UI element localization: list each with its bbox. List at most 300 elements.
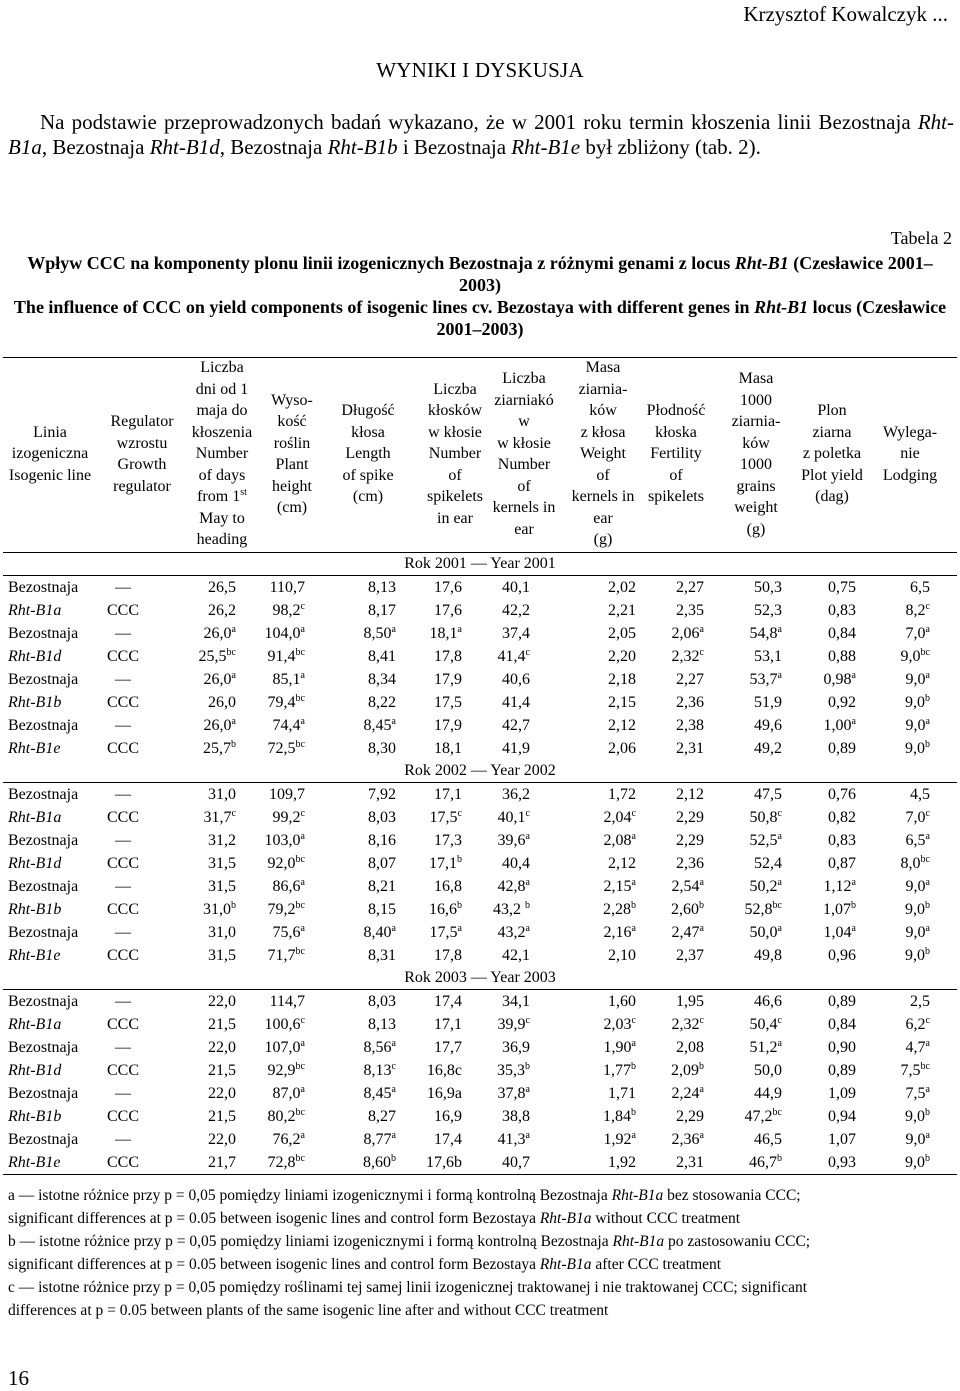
- table-cell: 26,5: [208, 579, 236, 596]
- table-cell: 9,0$^b$: [905, 900, 930, 918]
- table-cell: 75,6$^a$: [272, 923, 305, 941]
- table-cell: Rht-B1d: [8, 855, 62, 872]
- table-cell: 26,2: [208, 602, 236, 619]
- table-cell: 0,82: [828, 809, 856, 826]
- table-cell: 74,4$^a$: [272, 716, 305, 734]
- table-cell: Rht-B1b: [8, 1108, 62, 1125]
- table-cell: 8,07: [368, 855, 396, 872]
- table-cell: 42,2: [502, 602, 530, 619]
- table-row: [3, 1059, 957, 1082]
- table-row: [3, 1013, 957, 1036]
- column-header-10: Masa 1000 ziarnia- ków 1000 grains weight (g): [731, 370, 781, 538]
- table-cell: 6,5$^a$: [905, 831, 930, 849]
- table-cell: 17,8: [434, 947, 462, 964]
- table-row: [3, 921, 957, 944]
- table-cell: 25,7$^b$: [203, 739, 236, 757]
- table-cell: CCC: [106, 947, 139, 964]
- table-row: [3, 737, 957, 760]
- table-cell: —: [115, 717, 131, 734]
- table-cell: 53,1: [754, 648, 782, 665]
- footnote-b-pl: b — istotne różnice przy p = 0,05 pomiędzy liniami izogenicznymi i formą kontrolną Bezostnaja Rht-B1a po zastosowaniu CCC;: [8, 1233, 811, 1250]
- table-cell: 2,5: [910, 993, 930, 1010]
- table-cell: 54,8$^a$: [749, 624, 782, 642]
- table-cell: 71,7$^{bc}$: [267, 946, 305, 964]
- table-cell: 1,84$^b$: [603, 1107, 636, 1125]
- column-header-1: Linia izogeniczna Isogenic line: [8, 423, 92, 484]
- table-cell: 8,13: [368, 579, 396, 596]
- table-cell: —: [115, 1085, 131, 1102]
- table-row: [3, 668, 957, 691]
- table-cell: Bezostnaja: [8, 1085, 79, 1102]
- table-cell: 46,5: [754, 1131, 782, 1148]
- table-cell: 1,09: [828, 1085, 856, 1102]
- table-cell: 2,18: [608, 671, 636, 688]
- table-cell: 21,5: [208, 1108, 236, 1125]
- table-cell: 114,7: [269, 993, 305, 1010]
- table-cell: 17,9: [434, 671, 462, 688]
- table-cell: 8,56$^a$: [363, 1038, 396, 1056]
- table-cell: 22,0: [208, 1039, 236, 1056]
- column-header-8: Masa ziarnia- ków z kłosa Weight of kernels in ear (g): [571, 359, 635, 549]
- table-cell: 1,92: [608, 1154, 636, 1171]
- table-cell: CCC: [106, 602, 139, 619]
- table-cell: 107,0$^a$: [264, 1038, 305, 1056]
- table-cell: 17,5$^a$: [429, 923, 462, 941]
- table-cell: Bezostnaja: [8, 832, 79, 849]
- table-cell: 1,04$^a$: [823, 923, 856, 941]
- table-footnotes: [8, 1184, 952, 1322]
- column-header-9: Płodność kłoska Fertility of spikelets: [646, 402, 706, 506]
- table-cell: Rht-B1a: [8, 809, 62, 826]
- table-cell: CCC: [106, 1016, 139, 1033]
- table-cell: 2,08$^a$: [603, 831, 636, 849]
- column-header-2: Regulator wzrostu Growth regulator: [110, 413, 174, 495]
- table-cell: —: [115, 1131, 131, 1148]
- table-cell: 0,93: [828, 1154, 856, 1171]
- caption-english: The influence of CCC on yield components of isogenic lines cv. Bezostaya with different genes in Rht-B1 locus (Czesławice 2001–2003): [13, 297, 947, 339]
- table-row: [3, 829, 957, 852]
- table-cell: 0,83: [828, 832, 856, 849]
- table-cell: 17,1: [434, 786, 462, 803]
- table-cell: 92,0$^{bc}$: [267, 854, 305, 872]
- table-cell: 8,03: [368, 993, 396, 1010]
- page-number: 16: [8, 1366, 29, 1390]
- table-cell: 2,31: [676, 1154, 704, 1171]
- table-cell: 50,4$^c$: [749, 1015, 782, 1033]
- table-cell: CCC: [106, 901, 139, 918]
- table-cell: 99,2$^c$: [272, 808, 305, 826]
- table-cell: 1,71: [608, 1085, 636, 1102]
- table-cell: 0,98$^a$: [823, 670, 856, 688]
- table-cell: 17,5$^c$: [429, 808, 462, 826]
- table-row: [3, 852, 957, 875]
- table-cell: 8,15: [368, 901, 396, 918]
- table-cell: 85,1$^a$: [272, 670, 305, 688]
- table-cell: 16,8: [434, 878, 462, 895]
- table-cell: 1,90$^a$: [603, 1038, 636, 1056]
- table-cell: 2,36: [676, 694, 704, 711]
- table-cell: 26,0$^a$: [203, 670, 236, 688]
- table-cell: 41,9: [502, 740, 530, 757]
- table-cell: 8,41: [368, 648, 396, 665]
- table-cell: CCC: [106, 1108, 139, 1125]
- table-row: [3, 1036, 957, 1059]
- header-row: [3, 357, 957, 553]
- table-row: [3, 599, 957, 622]
- column-header-3: Liczba dni od 1 maja do kłoszenia Number of days from 1st May to heading: [191, 359, 253, 549]
- table-cell: 53,7$^a$: [749, 670, 782, 688]
- table-cell: 7,92: [368, 786, 396, 803]
- table-cell: 80,2$^{bc}$: [267, 1107, 305, 1125]
- table-cell: 8,30: [368, 740, 396, 757]
- table-cell: 49,2: [754, 740, 782, 757]
- table-cell: 8,45$^a$: [363, 1084, 396, 1102]
- table-cell: 51,9: [754, 694, 782, 711]
- column-header-4: Wyso- kość roślin Plant height (cm): [271, 391, 313, 516]
- table-row: [3, 898, 957, 921]
- table-cell: 8,60$^b$: [363, 1153, 396, 1171]
- table-cell: 6,5: [910, 579, 930, 596]
- table-cell: 2,29: [676, 1108, 704, 1125]
- table-row: [3, 1128, 957, 1151]
- intro-paragraph: Na podstawie przeprowadzonych badań wykazano, że w 2001 roku termin kłoszenia linii Bezostnaja Rht-B1a, Bezostnaja Rht-B1d, Bezostnaja Rht-B1b i Bezostnaja Rht-B1e był zbliżony (tab. 2).: [8, 110, 954, 159]
- table-cell: 31,0: [208, 924, 236, 941]
- table-cell: 8,40$^a$: [363, 923, 396, 941]
- table-cell: CCC: [106, 740, 139, 757]
- table-cell: 17,7: [434, 1039, 462, 1056]
- table-cell: —: [115, 671, 131, 688]
- table-cell: 2,08: [676, 1039, 704, 1056]
- table-cell: 0,76: [828, 786, 856, 803]
- table-cell: 110,7: [269, 579, 305, 596]
- running-head: Krzysztof Kowalczyk ...: [743, 2, 948, 26]
- table-cell: 16,9a: [426, 1085, 462, 1102]
- table-cell: 0,75: [828, 579, 856, 596]
- table-cell: 49,6: [754, 717, 782, 734]
- table-cell: 2,37: [676, 947, 704, 964]
- table-cell: 92,9$^{bc}$: [267, 1061, 305, 1079]
- table-cell: 2,35: [676, 602, 704, 619]
- table-cell: 22,0: [208, 993, 236, 1010]
- table-cell: 0,89: [828, 740, 856, 757]
- table-cell: 39,6$^a$: [497, 831, 530, 849]
- table-row: [3, 783, 957, 806]
- table-cell: —: [115, 832, 131, 849]
- table-cell: 50,0: [754, 1062, 782, 1079]
- table-cell: 17,1$^b$: [429, 854, 462, 872]
- table-cell: Bezostnaja: [8, 786, 79, 803]
- table-cell: 8,13: [368, 1016, 396, 1033]
- table-cell: 38,8: [502, 1108, 530, 1125]
- table-cell: 1,72: [608, 786, 636, 803]
- column-header-11: Plon ziarna z poletka Plot yield (dag): [801, 402, 863, 506]
- table-cell: 2,31: [676, 740, 704, 757]
- table-cell: 31,5: [208, 947, 236, 964]
- column-header-7: Liczba ziarniakó w w kłosie Number of kernels in ear: [492, 370, 556, 538]
- table-cell: —: [115, 579, 131, 596]
- table-row: [3, 1082, 957, 1105]
- table-cell: 42,7: [502, 717, 530, 734]
- table-cell: 72,5$^{bc}$: [267, 739, 305, 757]
- table-cell: 2,20: [608, 648, 636, 665]
- table-cell: 109,7: [269, 786, 305, 803]
- table-cell: 79,2$^{bc}$: [267, 900, 305, 918]
- table-cell: 17,6b: [426, 1154, 462, 1171]
- table-cell: 17,8: [434, 648, 462, 665]
- table-cell: CCC: [106, 648, 139, 665]
- table-cell: Bezostnaja: [8, 924, 79, 941]
- table-cell: 39,9$^c$: [497, 1015, 530, 1033]
- table-cell: 1,77$^b$: [603, 1061, 636, 1079]
- table-cell: 9,0$^a$: [905, 877, 930, 895]
- table-cell: —: [115, 993, 131, 1010]
- table-cell: 52,5$^a$: [749, 831, 782, 849]
- table-cell: 2,04$^c$: [603, 808, 636, 826]
- table-cell: 41,3$^a$: [497, 1130, 530, 1148]
- table-cell: 17,6: [434, 579, 462, 596]
- table-cell: Rht-B1e: [8, 947, 61, 964]
- table-cell: 31,0$^b$: [203, 900, 236, 918]
- table-cell: 36,9: [502, 1039, 530, 1056]
- table-cell: 0,88: [828, 648, 856, 665]
- table-cell: 42,1: [502, 947, 530, 964]
- table-cell: —: [115, 625, 131, 642]
- table-cell: 2,09$^b$: [671, 1061, 704, 1079]
- table-cell: Rht-B1e: [8, 740, 61, 757]
- table-cell: 9,0$^b$: [905, 1153, 930, 1171]
- table-cell: 17,4: [434, 993, 462, 1010]
- table-cell: CCC: [106, 809, 139, 826]
- table-cell: 2,12: [676, 786, 704, 803]
- table-cell: 47,5: [754, 786, 782, 803]
- table-cell: 50,2$^a$: [749, 877, 782, 895]
- table-cell: 18,1: [434, 740, 462, 757]
- table-row: [3, 622, 957, 645]
- table-cell: 50,0$^a$: [749, 923, 782, 941]
- table-cell: 17,5: [434, 694, 462, 711]
- table-cell: 9,0$^{bc}$: [900, 647, 930, 665]
- table-row: [3, 944, 957, 967]
- table-cell: 2,15: [608, 694, 636, 711]
- table-cell: —: [115, 786, 131, 803]
- table-cell: 9,0$^b$: [905, 946, 930, 964]
- table-row: [3, 1105, 957, 1128]
- table-row: [3, 576, 957, 599]
- table-row: [3, 1151, 957, 1175]
- table-label: Tabela 2: [890, 228, 952, 248]
- table-cell: 26,0: [208, 694, 236, 711]
- table-cell: 17,9: [434, 717, 462, 734]
- table-cell: 8,31: [368, 947, 396, 964]
- table-cell: 16,6$^b$: [429, 900, 462, 918]
- table-row: [3, 806, 957, 829]
- year-heading: Rok 2003 — Year 2003: [3, 967, 957, 990]
- table-cell: 8,22: [368, 694, 396, 711]
- table-cell: 0,84: [828, 1016, 856, 1033]
- table-cell: 2,06$^a$: [671, 624, 704, 642]
- table-cell: 21,7: [208, 1154, 236, 1171]
- table-cell: 43,2 $^b$: [493, 900, 530, 918]
- table-cell: 26,0$^a$: [203, 716, 236, 734]
- table-cell: Rht-B1a: [8, 602, 62, 619]
- table-cell: 46,7$^b$: [749, 1153, 782, 1171]
- table-cell: 86,6$^a$: [272, 877, 305, 895]
- table-cell: 25,5$^{bc}$: [198, 647, 236, 665]
- table-cell: 9,0$^b$: [905, 693, 930, 711]
- table-cell: 2,32$^c$: [671, 1015, 704, 1033]
- table-cell: Rht-B1b: [8, 694, 62, 711]
- table-cell: 0,89: [828, 993, 856, 1010]
- table-cell: 2,03$^c$: [603, 1015, 636, 1033]
- table-cell: 8,0$^{bc}$: [900, 854, 930, 872]
- table-cell: 2,29: [676, 809, 704, 826]
- table-cell: Bezostnaja: [8, 579, 79, 596]
- table-cell: 9,0$^b$: [905, 739, 930, 757]
- table-cell: 9,0$^a$: [905, 1130, 930, 1148]
- table-cell: 91,4$^{bc}$: [267, 647, 305, 665]
- table-cell: 4,7$^a$: [905, 1038, 930, 1056]
- table-cell: 46,6: [754, 993, 782, 1010]
- table-cell: —: [115, 924, 131, 941]
- table-cell: 40,1$^c$: [497, 808, 530, 826]
- table-cell: 41,4$^c$: [497, 647, 530, 665]
- table-cell: 22,0: [208, 1085, 236, 1102]
- table-cell: 8,03: [368, 809, 396, 826]
- table-row: [3, 714, 957, 737]
- table-cell: 40,6: [502, 671, 530, 688]
- table-cell: 18,1$^a$: [429, 624, 462, 642]
- table-cell: 8,77$^a$: [363, 1130, 396, 1148]
- table-cell: 1,00$^a$: [823, 716, 856, 734]
- table-cell: Rht-B1d: [8, 1062, 62, 1079]
- table-cell: 2,05: [608, 625, 636, 642]
- table-cell: 0,87: [828, 855, 856, 872]
- table-cell: 17,4: [434, 1131, 462, 1148]
- table-cell: 26,0$^a$: [203, 624, 236, 642]
- table-cell: 17,3: [434, 832, 462, 849]
- table-cell: 103,0$^a$: [264, 831, 305, 849]
- table-cell: 7,0$^c$: [905, 808, 930, 826]
- table-cell: Rht-B1d: [8, 648, 62, 665]
- table-cell: 2,36: [676, 855, 704, 872]
- table-cell: 2,12: [608, 855, 636, 872]
- table-cell: 17,6: [434, 602, 462, 619]
- table-caption: [8, 252, 952, 340]
- table-cell: 8,13$^c$: [363, 1061, 396, 1079]
- table-cell: 47,2$^{bc}$: [744, 1107, 782, 1125]
- table-cell: CCC: [106, 1062, 139, 1079]
- table-cell: 7,5$^a$: [905, 1084, 930, 1102]
- table-cell: 17,1: [434, 1016, 462, 1033]
- table-cell: 2,21: [608, 602, 636, 619]
- table-cell: 16,9: [434, 1108, 462, 1125]
- table-cell: 1,60: [608, 993, 636, 1010]
- table-cell: 8,21: [368, 878, 396, 895]
- table-cell: 2,29: [676, 832, 704, 849]
- year-heading: Rok 2001 — Year 2001: [3, 553, 957, 576]
- table-cell: 44,9: [754, 1085, 782, 1102]
- table-cell: 2,02: [608, 579, 636, 596]
- table-cell: 9,0$^a$: [905, 670, 930, 688]
- table-cell: Bezostnaja: [8, 625, 79, 642]
- table-cell: 31,7$^c$: [203, 808, 236, 826]
- table-cell: 7,0$^a$: [905, 624, 930, 642]
- table-cell: 31,5: [208, 855, 236, 872]
- table-cell: 40,7: [502, 1154, 530, 1171]
- table-cell: 2,60$^b$: [671, 900, 704, 918]
- table-cell: 35,3$^b$: [497, 1061, 530, 1079]
- table-cell: 2,36$^a$: [671, 1130, 704, 1148]
- column-header-6: Liczba kłosków w kłosie Number of spikelets in ear: [427, 380, 483, 527]
- table-cell: 8,2$^c$: [905, 601, 930, 619]
- table-cell: 79,4$^{bc}$: [267, 693, 305, 711]
- table-cell: 36,2: [502, 786, 530, 803]
- table-cell: 0,92: [828, 694, 856, 711]
- table-cell: 8,34: [368, 671, 396, 688]
- footnote-a-en: significant differences at p = 0.05 between isogenic lines and control form Bezostaya Rht-B1a without CCC treatment: [8, 1210, 741, 1227]
- table-cell: 2,38: [676, 717, 704, 734]
- table-row: [3, 875, 957, 898]
- table-cell: 9,0$^b$: [905, 1107, 930, 1125]
- table-cell: 31,5: [208, 878, 236, 895]
- table-cell: 52,4: [754, 855, 782, 872]
- table-cell: 0,84: [828, 625, 856, 642]
- table-cell: 4,5: [910, 786, 930, 803]
- footnote-b-en: significant differences at p = 0.05 between isogenic lines and control form Bezostaya Rht-B1a after CCC treatment: [8, 1256, 722, 1273]
- table-cell: 34,1: [502, 993, 530, 1010]
- footnote-c-1: c — istotne różnice przy p = 0,05 pomiędzy roślinami tej samej linii izogenicznej traktowanej i nie traktowanej CCC; significant: [8, 1279, 808, 1296]
- table-body: [3, 553, 957, 1175]
- table-cell: 8,45$^a$: [363, 716, 396, 734]
- table-row: [3, 645, 957, 668]
- table-cell: 8,16: [368, 832, 396, 849]
- table-cell: 43,2$^a$: [497, 923, 530, 941]
- table-cell: 76,2$^a$: [272, 1130, 305, 1148]
- table-cell: 9,0$^a$: [905, 716, 930, 734]
- table-cell: 2,06: [608, 740, 636, 757]
- table-cell: 2,27: [676, 671, 704, 688]
- table-cell: Bezostnaja: [8, 1039, 79, 1056]
- table-cell: 21,5: [208, 1062, 236, 1079]
- table-cell: 2,47$^a$: [671, 923, 704, 941]
- table-cell: 0,89: [828, 1062, 856, 1079]
- table-cell: 42,8$^a$: [497, 877, 530, 895]
- table-row: [3, 691, 957, 714]
- table-cell: 37,8$^a$: [497, 1084, 530, 1102]
- table-cell: 52,8$^{bc}$: [744, 900, 782, 918]
- table-cell: CCC: [106, 1154, 139, 1171]
- table-cell: 0,96: [828, 947, 856, 964]
- table-cell: 51,2$^a$: [749, 1038, 782, 1056]
- column-header-5: Długość kłosa Length of spike (cm): [341, 402, 395, 506]
- table-cell: 8,50$^a$: [363, 624, 396, 642]
- table-cell: 31,0: [208, 786, 236, 803]
- table-cell: 49,8: [754, 947, 782, 964]
- table-cell: 2,54$^a$: [671, 877, 704, 895]
- table-cell: 22,0: [208, 1131, 236, 1148]
- table-cell: Rht-B1b: [8, 901, 62, 918]
- table-cell: 1,95: [676, 993, 704, 1010]
- table-cell: 40,4: [502, 855, 530, 872]
- table-cell: 6,2$^c$: [905, 1015, 930, 1033]
- table-cell: 37,4: [502, 625, 530, 642]
- table-cell: 1,07$^b$: [823, 900, 856, 918]
- results-table: [3, 357, 957, 1175]
- table-cell: 52,3: [754, 602, 782, 619]
- table-cell: 1,07: [828, 1131, 856, 1148]
- year-heading: Rok 2002 — Year 2002: [3, 760, 957, 783]
- table-cell: Bezostnaja: [8, 717, 79, 734]
